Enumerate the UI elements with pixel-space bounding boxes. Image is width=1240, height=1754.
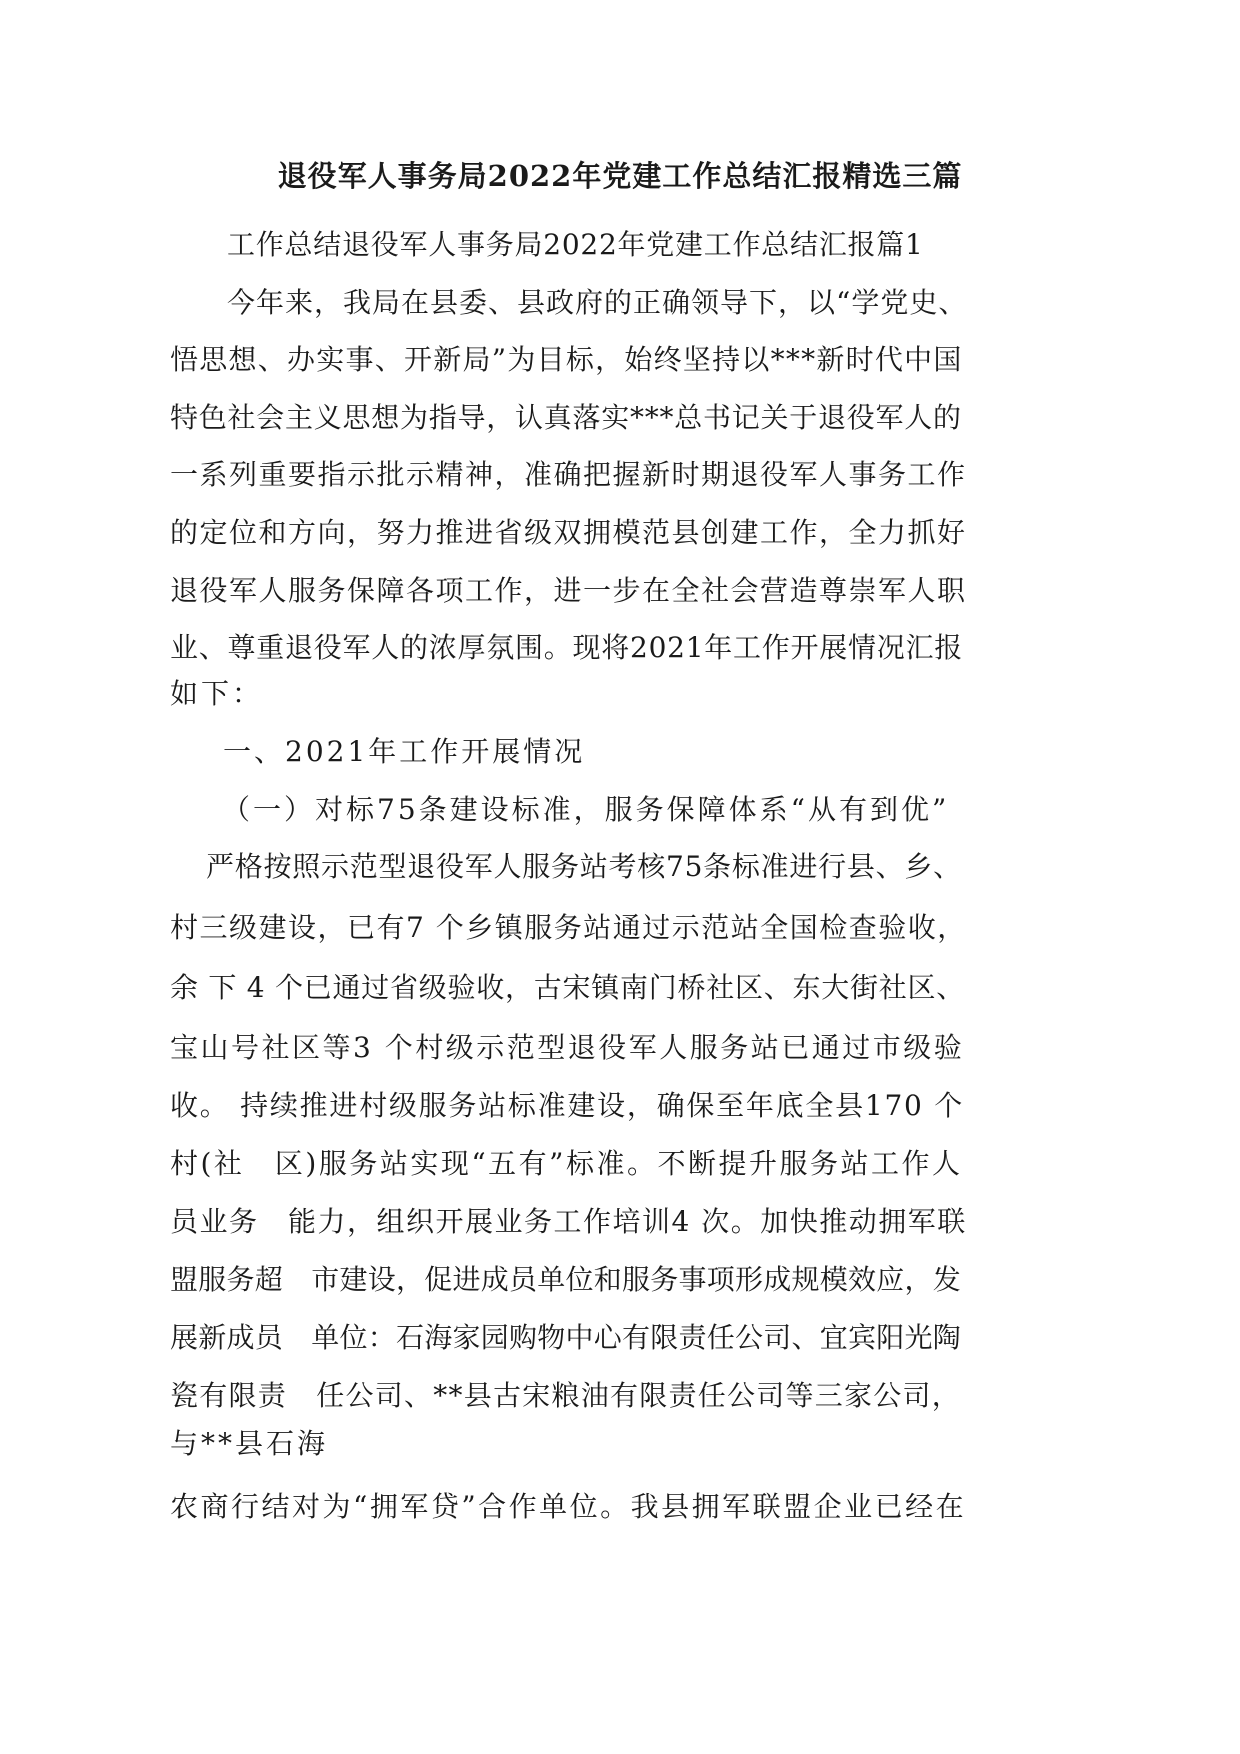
paragraph-line: 悟思想、办实事、开新局”为目标，始终坚持以***新时代中国 [170, 343, 963, 376]
paragraph-line: 的定位和方向，努力推进省级双拥模范县创建工作，全力抓好 [170, 516, 967, 549]
paragraph-line: 村三级建设，已有7 个乡镇服务站通过示范站全国检查验收， [170, 911, 967, 944]
paragraph-line: 收。 持续推进村级服务站标准建设，确保至年底全县170 个 [170, 1089, 964, 1122]
paragraph-line: 瓷有限责 任公司、**县古宋粮油有限责任公司等三家公司， [170, 1379, 962, 1412]
paragraph-line: 与**县石海 [170, 1427, 329, 1460]
paragraph-line: 展新成员 单位：石海家园购物中心有限责任公司、宜宾阳光陶 [170, 1321, 962, 1354]
paragraph-line: 农商行结对为“拥军贷”合作单位。我县拥军联盟企业已经在 [170, 1490, 967, 1523]
document-title: 退役军人事务局2022年党建工作总结汇报精选三篇 [277, 159, 963, 193]
paragraph-line: 严格按照示范型退役军人服务站考核75条标准进行县、乡、 [206, 850, 962, 883]
subtitle-line: 工作总结退役军人事务局2022年党建工作总结汇报篇1 [227, 228, 924, 261]
paragraph-line: 特色社会主义思想为指导，认真落实***总书记关于退役军人的 [170, 401, 962, 434]
paragraph-line: 业、尊重退役军人的浓厚氛围。现将2021年工作开展情况汇报 [170, 631, 964, 664]
paragraph-line: 宝山号社区等3 个村级示范型退役军人服务站已通过市级验 [170, 1031, 965, 1064]
paragraph-line: 一系列重要指示批示精神，准确把握新时期退役军人事务工作 [170, 458, 967, 491]
paragraph-line: 如下： [170, 677, 264, 710]
paragraph-line: 员业务 能力，组织开展业务工作培训4 次。加快推动拥军联 [170, 1205, 967, 1238]
paragraph-line: 余 下 4 个已通过省级验收，古宋镇南门桥社区、东大街社区、 [170, 971, 966, 1004]
paragraph-line: 今年来，我局在县委、县政府的正确领导下，以“学党史、 [227, 286, 968, 319]
subsection-heading: （一）对标75条建设标准，服务保障体系“从有到优” [222, 793, 950, 826]
paragraph-line: 村(社 区)服务站实现“五有”标准。不断提升服务站工作人 [170, 1147, 963, 1180]
section-heading: 一、2021年工作开展情况 [223, 735, 586, 768]
paragraph-line: 盟服务超 市建设，促进成员单位和服务事项形成规模效应，发 [170, 1263, 962, 1296]
paragraph-line: 退役军人服务保障各项工作，进一步在全社会营造尊崇军人职 [170, 574, 967, 607]
